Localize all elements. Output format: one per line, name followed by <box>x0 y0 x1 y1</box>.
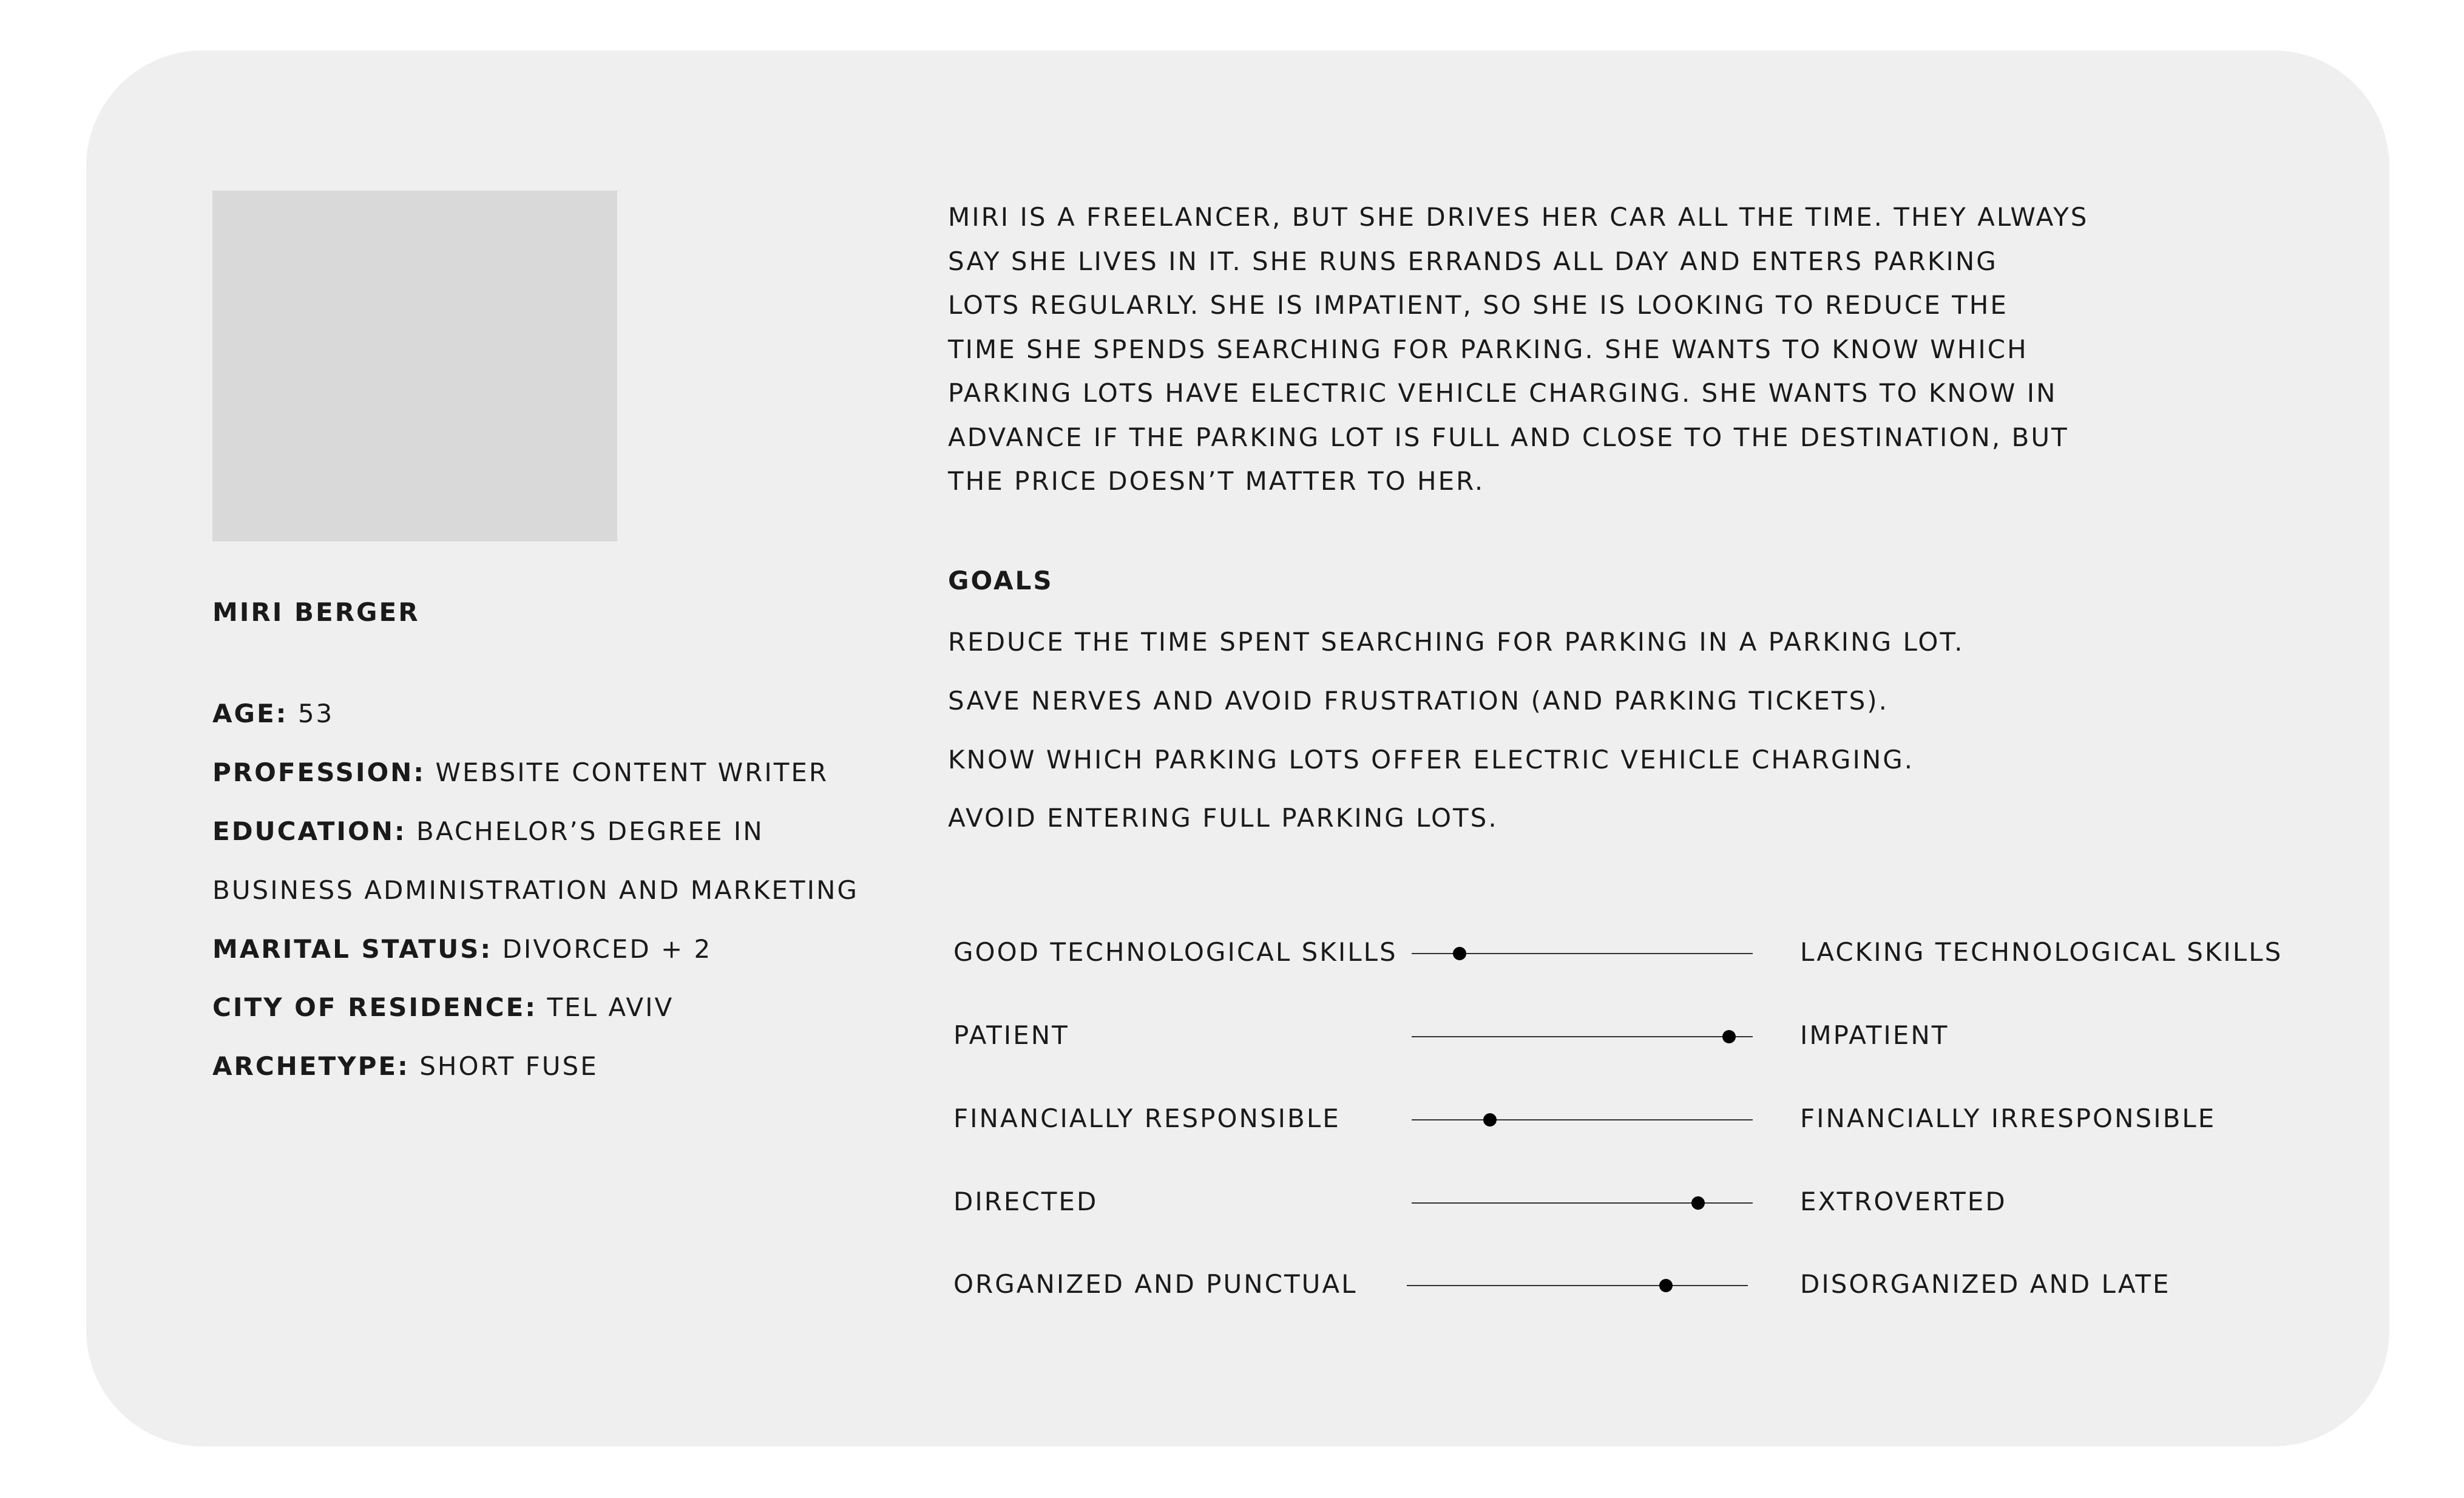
bio-line: PARKING LOTS HAVE ELECTRIC VEHICLE CHARGING. SHE WANTS TO KNOW IN <box>948 378 2057 408</box>
trait-scale <box>1412 1194 1753 1212</box>
bio-line: LOTS REGULARLY. SHE IS IMPATIENT, SO SHE IS LOOKING TO REDUCE THE <box>948 290 2008 320</box>
detail-archetype <box>212 1049 598 1083</box>
detail-label: ARCHETYPE: <box>212 1051 410 1081</box>
trait-right-label: LACKING TECHNOLOGICAL SKILLS <box>1800 937 2283 967</box>
detail-education <box>212 815 764 849</box>
trait-scale-marker <box>1659 1279 1673 1292</box>
trait-scale-marker <box>1691 1196 1705 1210</box>
detail-city <box>212 991 674 1025</box>
bio-line: MIRI IS A FREELANCER, BUT SHE DRIVES HER CAR ALL THE TIME. THEY ALWAYS <box>948 202 2089 232</box>
detail-profession <box>212 756 828 790</box>
detail-value: BACHELOR’S DEGREE IN <box>416 816 764 846</box>
detail-value: TEL AVIV <box>547 992 674 1022</box>
trait-scale-track <box>1412 1036 1753 1037</box>
goal-item: REDUCE THE TIME SPENT SEARCHING FOR PARKING IN A PARKING LOT. <box>948 627 1965 657</box>
goal-item: SAVE NERVES AND AVOID FRUSTRATION (AND PARKING TICKETS). <box>948 686 1889 716</box>
bio-line: SAY SHE LIVES IN IT. SHE RUNS ERRANDS ALL DAY AND ENTERS PARKING <box>948 246 1998 276</box>
trait-scale <box>1412 1028 1753 1046</box>
trait-scale <box>1412 944 1753 963</box>
detail-label: EDUCATION: <box>212 816 407 846</box>
detail-age <box>212 697 334 731</box>
detail-education-continued <box>212 873 859 907</box>
detail-label: CITY OF RESIDENCE: <box>212 992 538 1022</box>
detail-value: SHORT FUSE <box>419 1051 598 1081</box>
trait-left-label: GOOD TECHNOLOGICAL SKILLS <box>953 937 1398 967</box>
trait-left-label: ORGANIZED AND PUNCTUAL <box>953 1269 1358 1299</box>
trait-scale-marker <box>1483 1113 1497 1127</box>
trait-right-label: EXTROVERTED <box>1800 1187 2007 1216</box>
trait-scale-track <box>1407 1285 1748 1286</box>
goals-heading: GOALS <box>948 566 1054 595</box>
trait-scale-marker <box>1722 1030 1736 1043</box>
trait-right-label: DISORGANIZED AND LATE <box>1800 1269 2171 1299</box>
detail-value: BUSINESS ADMINISTRATION AND MARKETING <box>212 875 859 905</box>
trait-scale-track <box>1412 1119 1753 1120</box>
persona-photo-placeholder <box>212 191 617 541</box>
detail-label: MARITAL STATUS: <box>212 934 493 964</box>
trait-left-label: FINANCIALLY RESPONSIBLE <box>953 1103 1341 1133</box>
trait-scale <box>1412 1111 1753 1129</box>
goal-item: AVOID ENTERING FULL PARKING LOTS. <box>948 803 1498 833</box>
trait-left-label: DIRECTED <box>953 1187 1098 1216</box>
trait-scale-marker <box>1453 947 1466 960</box>
detail-value: DIVORCED + 2 <box>502 934 712 964</box>
trait-right-label: FINANCIALLY IRRESPONSIBLE <box>1800 1103 2216 1133</box>
goal-item: KNOW WHICH PARKING LOTS OFFER ELECTRIC VEHICLE CHARGING. <box>948 745 1915 774</box>
detail-value: 53 <box>297 699 334 728</box>
persona-bio <box>948 195 2089 504</box>
detail-marital-status <box>212 932 712 966</box>
bio-line: ADVANCE IF THE PARKING LOT IS FULL AND CLOSE TO THE DESTINATION, BUT <box>948 422 2069 452</box>
trait-scale <box>1407 1276 1748 1295</box>
trait-left-label: PATIENT <box>953 1020 1069 1050</box>
bio-line: THE PRICE DOESN’T MATTER TO HER. <box>948 466 1485 496</box>
bio-line: TIME SHE SPENDS SEARCHING FOR PARKING. SHE WANTS TO KNOW WHICH <box>948 334 2028 364</box>
detail-label: AGE: <box>212 699 288 728</box>
detail-value: WEBSITE CONTENT WRITER <box>435 757 829 787</box>
detail-label: PROFESSION: <box>212 757 426 787</box>
trait-right-label: IMPATIENT <box>1800 1020 1949 1050</box>
persona-name: MIRI BERGER <box>212 597 420 627</box>
